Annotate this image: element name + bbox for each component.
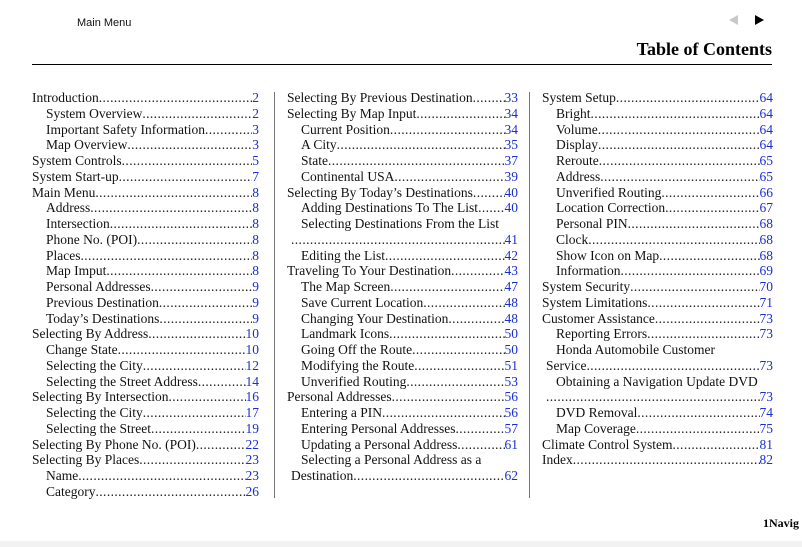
dot-leader xyxy=(636,421,760,437)
toc-entry[interactable] xyxy=(287,153,518,169)
dot-leader xyxy=(291,232,505,248)
dot-leader xyxy=(99,90,253,106)
toc-page-number: 68 xyxy=(759,231,773,247)
toc-entry[interactable] xyxy=(32,90,259,106)
toc-page-number: 42 xyxy=(504,247,518,263)
toc-page-number: 53 xyxy=(504,373,518,389)
toc-entry-title: Location Correction xyxy=(556,200,666,216)
toc-entry[interactable] xyxy=(287,405,518,421)
toc-entry[interactable] xyxy=(287,326,518,342)
toc-entry[interactable] xyxy=(287,232,518,248)
toc-entry-title: Bright xyxy=(556,105,591,121)
dot-leader xyxy=(110,216,253,232)
dot-leader xyxy=(659,248,759,264)
toc-entry[interactable] xyxy=(542,421,773,437)
toc-entry-continuation: Destination xyxy=(291,468,354,483)
toc-page-number: 67 xyxy=(759,200,773,216)
dot-leader xyxy=(637,405,759,421)
toc-entry[interactable] xyxy=(542,200,773,216)
dot-leader xyxy=(591,106,760,122)
dot-leader xyxy=(665,200,759,216)
dot-leader xyxy=(416,106,504,122)
toc-entry[interactable] xyxy=(542,311,773,327)
toc-entry-title: Modifying the Route xyxy=(301,357,415,373)
toc-entry[interactable] xyxy=(287,248,518,264)
main-menu-link[interactable]: Main Menu xyxy=(77,17,132,29)
toc-page-number: 8 xyxy=(252,200,259,216)
toc-page-number: 81 xyxy=(759,436,773,452)
toc-column-2 xyxy=(287,90,518,484)
toc-entry[interactable] xyxy=(32,137,259,153)
toc-entry-title[interactable]: Selecting Destinations From the List xyxy=(301,216,499,231)
dot-leader xyxy=(389,326,504,342)
toc-entry-title: Adding Destinations To The List xyxy=(301,200,479,216)
toc-entry-title: Personal Addresses xyxy=(46,279,151,294)
dot-leader xyxy=(630,279,759,295)
dot-leader xyxy=(390,122,505,138)
toc-entry[interactable] xyxy=(542,216,773,232)
toc-entry-title: Selecting By Phone No. (POI) xyxy=(32,436,196,452)
dot-leader xyxy=(119,169,253,185)
dot-leader xyxy=(392,389,505,405)
toc-entry[interactable] xyxy=(287,437,518,453)
dot-leader xyxy=(328,153,505,169)
toc-page-number: 65 xyxy=(759,168,773,184)
dot-leader xyxy=(448,311,504,327)
toc-entry-title: Save Current Location xyxy=(301,294,424,310)
toc-entry-title: System Setup xyxy=(542,90,616,105)
toc-entry[interactable] xyxy=(542,248,773,264)
toc-page-number: 68 xyxy=(759,247,773,263)
toc-entry[interactable] xyxy=(32,169,259,185)
toc-entry-title: State xyxy=(301,153,328,168)
toc-page-number: 82 xyxy=(759,452,773,468)
toc-page-number: 14 xyxy=(245,373,259,389)
dot-leader xyxy=(573,452,760,468)
toc-page-number: 12 xyxy=(245,357,259,373)
toc-page-number: 64 xyxy=(759,137,773,153)
toc-entry-title: System Security xyxy=(542,279,631,294)
dot-leader xyxy=(137,232,252,248)
toc-page-number: 73 xyxy=(759,310,773,326)
toc-entry-title: A City xyxy=(301,137,337,153)
toc-page-number: 51 xyxy=(504,357,518,373)
toc-entry-title: Address xyxy=(556,168,601,184)
dot-leader xyxy=(118,342,246,358)
toc-entry-title: Continental USA xyxy=(301,168,395,184)
toc-entry[interactable] xyxy=(542,263,773,279)
toc-page-number: 61 xyxy=(504,436,518,452)
dot-leader xyxy=(473,185,505,201)
dot-leader xyxy=(478,200,504,216)
toc-entry-title: Previous Destination xyxy=(46,294,159,310)
toc-entry-title: Name xyxy=(46,468,79,483)
toc-entry-title: Reroute xyxy=(556,153,599,168)
dot-leader xyxy=(151,279,253,295)
toc-entry[interactable] xyxy=(287,342,518,358)
toc-entry-title: DVD Removal xyxy=(556,405,638,420)
toc-page-number: 40 xyxy=(504,184,518,200)
dot-leader xyxy=(159,295,252,311)
toc-entry-title[interactable]: Obtaining a Navigation Update DVD xyxy=(556,373,758,389)
dot-leader xyxy=(394,169,504,185)
toc-page-number: 73 xyxy=(759,389,773,405)
toc-entry-title: Climate Control System xyxy=(542,436,673,452)
dot-leader xyxy=(647,326,759,342)
toc-entry[interactable] xyxy=(32,389,259,405)
toc-page-number: 34 xyxy=(504,121,518,137)
dot-leader xyxy=(661,185,759,201)
toc-page-number: 10 xyxy=(245,342,259,357)
toc-entry[interactable] xyxy=(542,169,773,185)
toc-entry[interactable] xyxy=(287,279,518,295)
toc-entry[interactable] xyxy=(32,437,259,453)
toc-page-number: 71 xyxy=(759,294,773,310)
toc-entry-title: The Map Screen xyxy=(301,279,391,294)
toc-page-number: 74 xyxy=(759,405,773,420)
toc-entry[interactable] xyxy=(32,468,259,484)
dot-leader xyxy=(337,137,505,153)
toc-page-number: 35 xyxy=(504,137,518,153)
toc-page-number: 8 xyxy=(252,184,259,200)
toc-entry-title: Category xyxy=(46,483,96,499)
toc-entry[interactable] xyxy=(32,185,259,201)
dot-leader xyxy=(598,137,760,153)
dot-leader xyxy=(390,279,504,295)
toc-page-number: 23 xyxy=(245,452,259,468)
toc-entry-title: Selecting By Today’s Destinations xyxy=(287,184,473,200)
toc-page-number: 69 xyxy=(759,263,773,279)
toc-page-number: 70 xyxy=(759,279,773,294)
toc-entry[interactable] xyxy=(287,374,518,390)
toc-page-number: 41 xyxy=(504,231,518,247)
dot-leader xyxy=(385,248,505,264)
toc-entry[interactable] xyxy=(287,263,518,279)
toc-entry[interactable] xyxy=(32,358,259,374)
toc-column-1 xyxy=(32,90,259,500)
toc-entry-title: Updating a Personal Address xyxy=(301,436,458,452)
dot-leader xyxy=(81,248,253,264)
toc-entry-title[interactable]: Selecting a Personal Address as a xyxy=(301,452,482,468)
dot-leader xyxy=(95,185,252,201)
toc-entry-title[interactable]: Honda Automobile Customer xyxy=(556,342,715,357)
dot-leader xyxy=(598,122,760,138)
toc-entry[interactable] xyxy=(287,200,518,216)
toc-entry[interactable] xyxy=(32,452,259,468)
dot-leader xyxy=(353,468,504,484)
toc-entry-title: Index xyxy=(542,452,573,468)
toc-entry-title: Unverified Routing xyxy=(556,184,662,200)
toc-page-number: 8 xyxy=(252,247,259,263)
toc-entry[interactable] xyxy=(542,90,773,106)
toc-page-number: 64 xyxy=(759,105,773,121)
dot-leader xyxy=(473,90,505,106)
toc-entry-title: Unverified Routing xyxy=(301,373,407,389)
toc-entry-title: Clock xyxy=(556,231,589,247)
toc-page-number: 23 xyxy=(245,468,259,483)
toc-page-number: 43 xyxy=(504,263,518,279)
toc-entry[interactable] xyxy=(32,106,259,122)
toc-column-3 xyxy=(542,90,773,468)
dot-leader xyxy=(90,200,252,216)
dot-leader xyxy=(148,326,245,342)
toc-page-number: 73 xyxy=(759,326,773,342)
toc-entry-title: Selecting the City xyxy=(46,405,143,420)
toc-entry-title: Today’s Destinations xyxy=(46,310,160,326)
toc-entry-title: Main Menu xyxy=(32,184,96,200)
toc-entry[interactable] xyxy=(32,421,259,437)
toc-entry-title: Important Safety Information xyxy=(46,121,205,137)
toc-page-number: 47 xyxy=(504,279,518,294)
toc-entry[interactable] xyxy=(542,295,773,311)
toc-entry-title: Map Imput xyxy=(46,263,107,279)
toc-entry[interactable] xyxy=(287,389,518,405)
toc-entry[interactable] xyxy=(287,421,518,437)
toc-entry-title: System Limitations xyxy=(542,294,648,310)
toc-page-number: 50 xyxy=(504,342,518,357)
toc-entry[interactable] xyxy=(542,153,773,169)
toc-entry-title: System Overview xyxy=(46,105,143,121)
toc-entry-title: Show Icon on Map xyxy=(556,247,660,263)
toc-entry-title: Map Coverage xyxy=(556,420,636,436)
toc-page-number: 2 xyxy=(252,105,259,121)
dot-leader xyxy=(546,389,760,405)
column-divider xyxy=(529,92,530,498)
dot-leader xyxy=(647,295,759,311)
toc-entry[interactable] xyxy=(287,106,518,122)
toc-page-number: 7 xyxy=(252,168,259,184)
toc-entry-title: Selecting By Address xyxy=(32,326,149,342)
dot-leader xyxy=(205,122,252,138)
toc-entry-title: Reporting Errors xyxy=(556,326,648,342)
toc-page-number: 9 xyxy=(252,279,259,294)
dot-leader xyxy=(616,90,760,106)
toc-entry-title: Address xyxy=(46,200,91,216)
toc-entry[interactable] xyxy=(287,122,518,138)
dot-leader xyxy=(423,295,504,311)
dot-leader xyxy=(127,137,252,153)
toc-entry[interactable] xyxy=(32,326,259,342)
toc-page-number: 2 xyxy=(252,90,259,105)
dot-leader xyxy=(451,263,504,279)
toc-entry[interactable] xyxy=(287,358,518,374)
dot-leader xyxy=(159,311,252,327)
toc-page-number: 48 xyxy=(504,310,518,326)
toc-page-number: 57 xyxy=(504,420,518,436)
toc-page-number: 37 xyxy=(504,153,518,168)
toc-entry-title: Selecting By Intersection xyxy=(32,389,169,405)
toc-entry-title: Current Position xyxy=(301,121,390,137)
toc-entry-title: Volume xyxy=(556,121,598,137)
toc-page-number: 34 xyxy=(504,105,518,121)
toc-entry-title: Entering Personal Addresses xyxy=(301,420,456,436)
toc-page-number: 62 xyxy=(504,468,518,483)
toc-entry[interactable] xyxy=(32,295,259,311)
toc-entry[interactable] xyxy=(542,137,773,153)
dot-leader xyxy=(655,311,760,327)
toc-entry[interactable] xyxy=(542,358,773,374)
toc-entry-title: Information xyxy=(556,263,621,279)
toc-page-number: 3 xyxy=(252,137,259,153)
toc-entry[interactable] xyxy=(32,263,259,279)
toc-page-number: 8 xyxy=(252,216,259,231)
toc-entry-title: Editing the List xyxy=(301,247,385,263)
toc-entry-title: Changing Your Destination xyxy=(301,310,449,326)
toc-entry[interactable] xyxy=(32,374,259,390)
toc-entry[interactable] xyxy=(287,311,518,327)
dot-leader xyxy=(78,468,245,484)
toc-entry[interactable] xyxy=(32,484,259,500)
toc-entry-title: Phone No. (POI) xyxy=(46,231,138,247)
triangle-right-icon[interactable] xyxy=(755,15,764,25)
dot-leader xyxy=(457,437,504,453)
toc-page-number: 3 xyxy=(252,121,259,137)
toc-page-number: 68 xyxy=(759,216,773,231)
dot-leader xyxy=(122,153,253,169)
toc-page-number: 50 xyxy=(504,326,518,342)
toc-entry[interactable] xyxy=(542,452,773,468)
dot-leader xyxy=(151,421,246,437)
dot-leader xyxy=(586,358,759,374)
dot-leader xyxy=(143,405,246,421)
dot-leader xyxy=(412,342,504,358)
dot-leader xyxy=(406,374,504,390)
toc-page-number: 8 xyxy=(252,231,259,247)
toc-page-number: 17 xyxy=(245,405,259,420)
toc-page-number: 22 xyxy=(245,436,259,452)
toc-page-number: 9 xyxy=(252,294,259,310)
toc-entry[interactable] xyxy=(32,405,259,421)
toc-entry-title: Selecting By Previous Destination xyxy=(287,90,473,105)
toc-entry-title: Display xyxy=(556,137,598,153)
toc-page-number: 56 xyxy=(504,405,518,420)
dot-leader xyxy=(168,389,245,405)
toc-entry-title: System Start-up xyxy=(32,168,119,184)
toc-entry-title: Change State xyxy=(46,342,118,357)
toc-entry-title: Personal Addresses xyxy=(287,389,392,405)
toc-entry-title: Intersection xyxy=(46,216,110,231)
toc-entry[interactable] xyxy=(542,326,773,342)
title-divider xyxy=(32,64,772,65)
toc-entry[interactable] xyxy=(542,185,773,201)
toc-page-number: 73 xyxy=(759,357,773,373)
toc-page-number: 65 xyxy=(759,153,773,168)
dot-leader xyxy=(628,216,760,232)
dot-leader xyxy=(455,421,504,437)
toc-entry[interactable] xyxy=(287,169,518,185)
toc-page-number: 26 xyxy=(245,483,259,499)
dot-leader xyxy=(588,232,759,248)
dot-leader xyxy=(196,437,246,453)
dot-leader xyxy=(142,106,252,122)
toc-page-number: 16 xyxy=(245,389,259,405)
toc-page-number: 48 xyxy=(504,294,518,310)
toc-entry[interactable] xyxy=(542,389,773,405)
dot-leader xyxy=(106,263,252,279)
toc-entry-title: Traveling To Your Destination xyxy=(287,263,452,279)
toc-page-number: 40 xyxy=(504,200,518,216)
toc-page-number: 9 xyxy=(252,310,259,326)
toc-entry[interactable] xyxy=(32,342,259,358)
toc-entry[interactable] xyxy=(287,185,518,201)
toc-entry[interactable] xyxy=(287,468,518,484)
toc-entry-continuation: Service xyxy=(546,357,587,373)
toc-entry[interactable] xyxy=(32,248,259,264)
toc-page-number: 10 xyxy=(245,326,259,342)
toc-entry[interactable] xyxy=(287,137,518,153)
toc-page-number: 56 xyxy=(504,389,518,405)
toc-page-number: 5 xyxy=(252,153,259,168)
dot-leader xyxy=(198,374,246,390)
toc-page-number: 19 xyxy=(245,420,259,436)
toc-entry[interactable] xyxy=(287,295,518,311)
page-title: Table of Contents xyxy=(636,39,772,59)
column-divider xyxy=(274,92,275,498)
bottom-bar xyxy=(0,541,802,547)
toc-entry[interactable] xyxy=(32,200,259,216)
toc-entry-title: Places xyxy=(46,247,81,263)
dot-leader xyxy=(599,153,760,169)
toc-entry-title: Introduction xyxy=(32,90,99,105)
dot-leader xyxy=(414,358,504,374)
footer-page-label: 1Navig xyxy=(763,516,799,530)
toc-entry[interactable] xyxy=(32,232,259,248)
toc-entry[interactable] xyxy=(32,311,259,327)
toc-entry-title: Map Overview xyxy=(46,137,128,153)
toc-entry[interactable] xyxy=(542,122,773,138)
toc-entry[interactable] xyxy=(542,232,773,248)
toc-page-number: 64 xyxy=(759,90,773,105)
toc-entry[interactable] xyxy=(32,279,259,295)
dot-leader xyxy=(139,452,245,468)
toc-entry[interactable] xyxy=(542,106,773,122)
toc-entry[interactable] xyxy=(287,90,518,106)
dot-leader xyxy=(96,484,246,500)
toc-page-number: 33 xyxy=(504,90,518,105)
toc-page-number: 66 xyxy=(759,184,773,200)
toc-entry[interactable] xyxy=(32,153,259,169)
toc-page-number: 64 xyxy=(759,121,773,137)
toc-entry-title: Entering a PIN xyxy=(301,405,382,420)
toc-entry-title: Customer Assistance xyxy=(542,310,655,326)
toc-entry[interactable] xyxy=(542,437,773,453)
toc-page-number: 75 xyxy=(759,420,773,436)
dot-leader xyxy=(620,263,759,279)
dot-leader xyxy=(143,358,246,374)
dot-leader xyxy=(673,437,760,453)
toc-entry[interactable] xyxy=(32,216,259,232)
toc-entry-title: Landmark Icons xyxy=(301,326,390,342)
dot-leader xyxy=(600,169,759,185)
toc-entry-title: Selecting By Map Input xyxy=(287,105,417,121)
toc-entry-title: System Controls xyxy=(32,153,122,168)
dot-leader xyxy=(382,405,505,421)
toc-entry[interactable] xyxy=(542,405,773,421)
toc-entry-title: Selecting the Street Address xyxy=(46,373,198,389)
toc-entry-title: Personal PIN xyxy=(556,216,628,231)
toc-entry-title: Selecting the Street xyxy=(46,420,151,436)
toc-page-number: 39 xyxy=(504,168,518,184)
toc-page-number: 8 xyxy=(252,263,259,279)
triangle-left-icon[interactable] xyxy=(729,15,738,25)
toc-entry-title: Selecting the City xyxy=(46,357,143,373)
toc-entry[interactable] xyxy=(542,279,773,295)
toc-entry-title: Selecting By Places xyxy=(32,452,140,468)
toc-entry-title: Going Off the Route xyxy=(301,342,413,357)
toc-entry[interactable] xyxy=(32,122,259,138)
